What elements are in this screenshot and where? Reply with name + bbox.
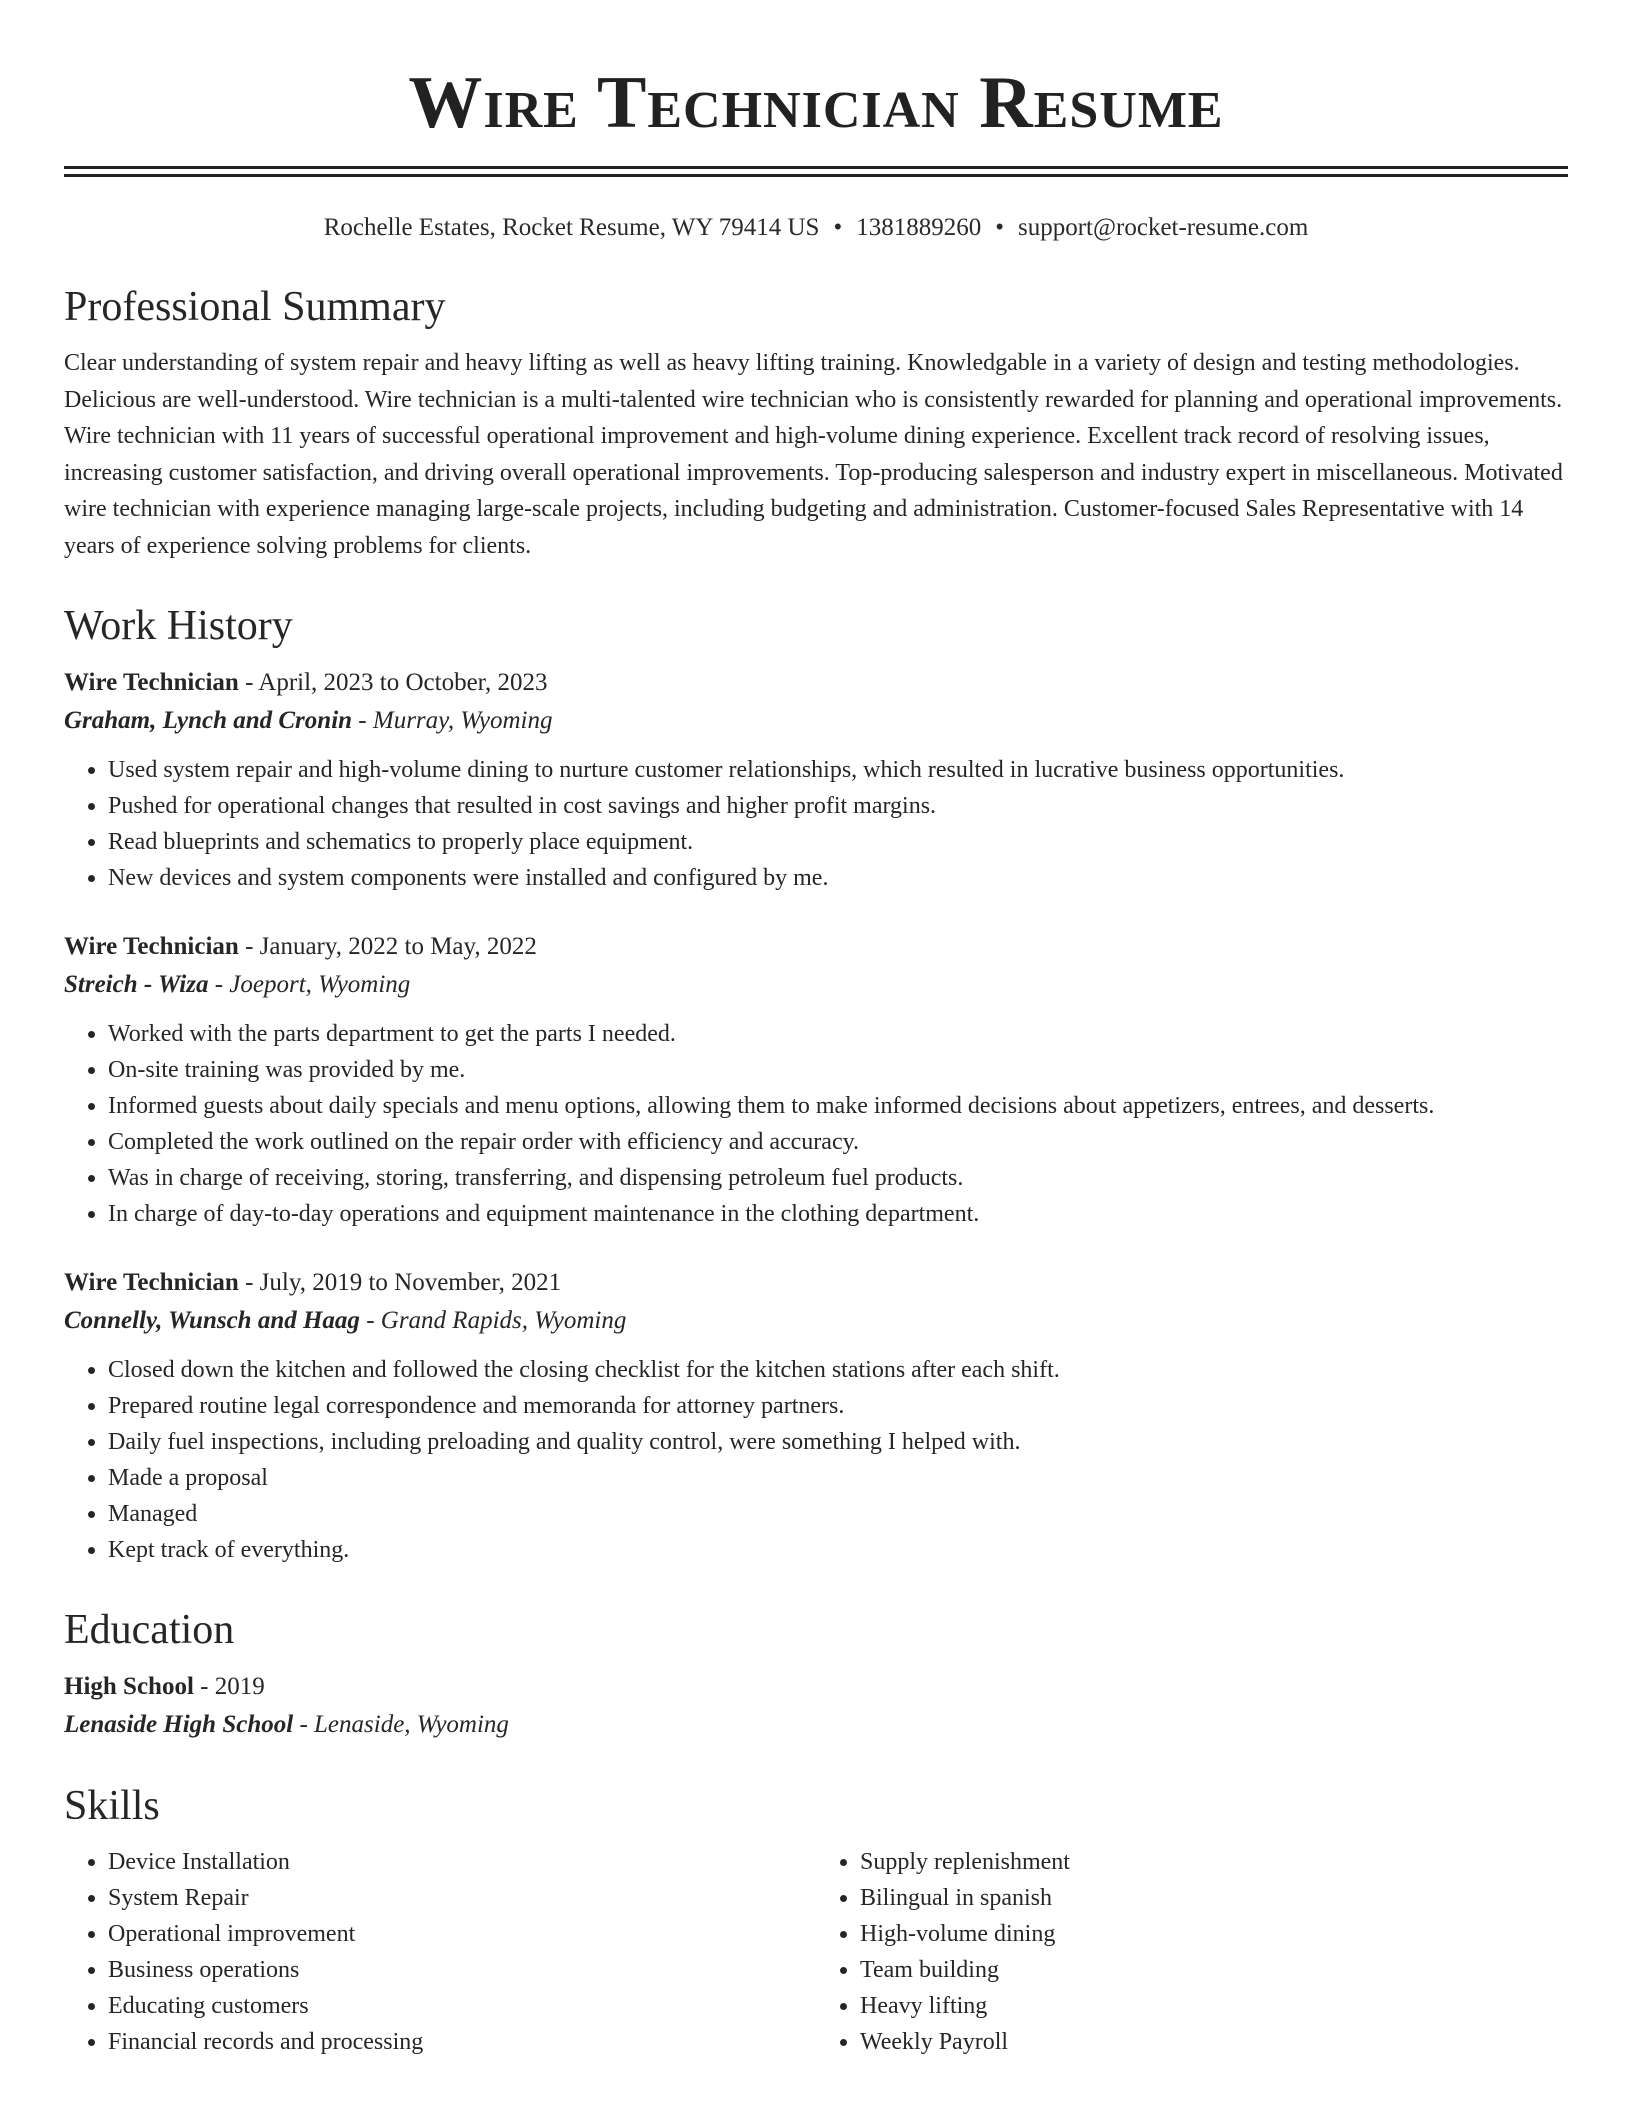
contact-separator: • bbox=[833, 214, 843, 241]
job-bullets bbox=[64, 1016, 1568, 1232]
work-history-heading: Work History bbox=[64, 603, 293, 649]
job-dates: - April, 2023 to October, 2023 bbox=[238, 669, 548, 696]
skill-item: • Bilingual in spanish bbox=[860, 1880, 1568, 1916]
list-item: • Read blueprints and schematics to properly place equipment. bbox=[108, 824, 1568, 860]
education-location: - Lenaside, Wyoming bbox=[293, 1711, 509, 1738]
list-item: • Closed down the kitchen and followed the closing checklist for the kitchen stations after each shift. bbox=[108, 1352, 1568, 1388]
education-school: Lenaside High School bbox=[64, 1711, 294, 1738]
education-degree-line bbox=[64, 1668, 1568, 1706]
list-item: • Informed guests about daily specials and menu options, allowing them to make informed decisions about appetizers, entrees, and desserts. bbox=[108, 1088, 1568, 1124]
list-item: • Kept track of everything. bbox=[108, 1532, 1568, 1568]
list-item: • Was in charge of receiving, storing, transferring, and dispensing petroleum fuel products. bbox=[108, 1160, 1568, 1196]
skill-item: • Educating customers bbox=[108, 1988, 816, 2024]
job-company: Graham, Lynch and Cronin bbox=[64, 707, 353, 734]
job-title-line bbox=[64, 664, 1568, 702]
job-title-line bbox=[64, 1264, 1568, 1302]
list-item: • Managed bbox=[108, 1496, 1568, 1532]
summary-text: Clear understanding of system repair and heavy lifting as well as heavy lifting training. Knowledgable in a variety of design and testing methodologies. Delicious are well-understood. Wire technician is a multi-talented wire technician who is consistently rewarded for planning and operational improvements. Wire technician with 11 years of successful operational improvement and high-volume dining experience. Excellent track record of resolving issues, increasing customer satisfaction, and driving overall operational improvements. Top-producing salesperson and industry expert in miscellaneous. Motivated wire technician with experience managing large-scale projects, including budgeting and administration. Customer-focused Sales Representative with 14 years of experience solving problems for clients. bbox=[64, 350, 1563, 559]
job-dates: - July, 2019 to November, 2021 bbox=[238, 1269, 562, 1296]
title-double-rule bbox=[64, 166, 1568, 177]
job-location: - Grand Rapids, Wyoming bbox=[359, 1307, 627, 1334]
skill-item: • Operational improvement bbox=[108, 1916, 816, 1952]
skills-section bbox=[64, 1780, 1568, 2060]
contact-email: support@rocket-resume.com bbox=[1018, 214, 1309, 241]
education-heading: Education bbox=[64, 1607, 235, 1653]
skill-item: • Team building bbox=[860, 1952, 1568, 1988]
contact-address: Rochelle Estates, Rocket Resume, WY 79414 US bbox=[323, 214, 820, 241]
education-degree: High School bbox=[64, 1673, 194, 1700]
job-company: Streich - Wiza bbox=[64, 971, 209, 998]
job-title-line bbox=[64, 928, 1568, 966]
skill-item: • Heavy lifting bbox=[860, 1988, 1568, 2024]
skill-item: • High-volume dining bbox=[860, 1916, 1568, 1952]
job-bullets bbox=[64, 752, 1568, 896]
contact-separator: • bbox=[995, 214, 1004, 241]
list-item: • In charge of day-to-day operations and equipment maintenance in the clothing department. bbox=[108, 1196, 1568, 1232]
skills-list-right bbox=[816, 1844, 1568, 2060]
professional-summary-section bbox=[64, 281, 1568, 564]
job-company-line bbox=[64, 702, 1568, 740]
contact-phone: 1381889260 bbox=[856, 214, 982, 241]
skills-heading: Skills bbox=[64, 1783, 160, 1829]
skill-item: • Financial records and processing bbox=[108, 2024, 816, 2060]
job-company-line bbox=[64, 966, 1568, 1004]
job-entry bbox=[64, 664, 1568, 896]
job-location: - Murray, Wyoming bbox=[352, 707, 553, 734]
skill-item: • Supply replenishment bbox=[860, 1844, 1568, 1880]
list-item: • Completed the work outlined on the repair order with efficiency and accuracy. bbox=[108, 1124, 1568, 1160]
contact-line bbox=[64, 211, 1568, 245]
education-school-line bbox=[64, 1706, 1568, 1744]
list-item: • Used system repair and high-volume dining to nurture customer relationships, which resulted in lucrative business opportunities. bbox=[108, 752, 1568, 788]
job-dates: - January, 2022 to May, 2022 bbox=[238, 933, 537, 960]
skill-item: • Device Installation bbox=[108, 1844, 816, 1880]
list-item: • Pushed for operational changes that resulted in cost savings and higher profit margins. bbox=[108, 788, 1568, 824]
skills-list-left bbox=[64, 1844, 816, 2060]
list-item: • On-site training was provided by me. bbox=[108, 1052, 1568, 1088]
summary-heading: Professional Summary bbox=[64, 284, 446, 330]
job-entry bbox=[64, 1264, 1568, 1568]
job-company: Connelly, Wunsch and Haag bbox=[64, 1307, 360, 1334]
education-year: - 2019 bbox=[193, 1673, 265, 1700]
list-item: • Worked with the parts department to get the parts I needed. bbox=[108, 1016, 1568, 1052]
job-role: Wire Technician bbox=[64, 669, 239, 696]
list-item: • Daily fuel inspections, including preloading and quality control, were something I helped with. bbox=[108, 1424, 1568, 1460]
education-entry bbox=[64, 1668, 1568, 1744]
skills-columns bbox=[64, 1844, 1568, 2060]
skill-item: • System Repair bbox=[108, 1880, 816, 1916]
list-item: • Made a proposal bbox=[108, 1460, 1568, 1496]
work-history-section bbox=[64, 600, 1568, 1568]
job-role: Wire Technician bbox=[64, 933, 239, 960]
skill-item: • Weekly Payroll bbox=[860, 2024, 1568, 2060]
resume-title: Wire Technician Resume bbox=[408, 62, 1224, 144]
list-item: • New devices and system components were installed and configured by me. bbox=[108, 860, 1568, 896]
list-item: • Prepared routine legal correspondence and memoranda for attorney partners. bbox=[108, 1388, 1568, 1424]
job-entry bbox=[64, 928, 1568, 1232]
job-company-line bbox=[64, 1302, 1568, 1340]
skill-item: • Business operations bbox=[108, 1952, 816, 1988]
job-location: - Joeport, Wyoming bbox=[208, 971, 411, 998]
job-role: Wire Technician bbox=[64, 1269, 239, 1296]
education-section bbox=[64, 1604, 1568, 1744]
job-bullets bbox=[64, 1352, 1568, 1568]
